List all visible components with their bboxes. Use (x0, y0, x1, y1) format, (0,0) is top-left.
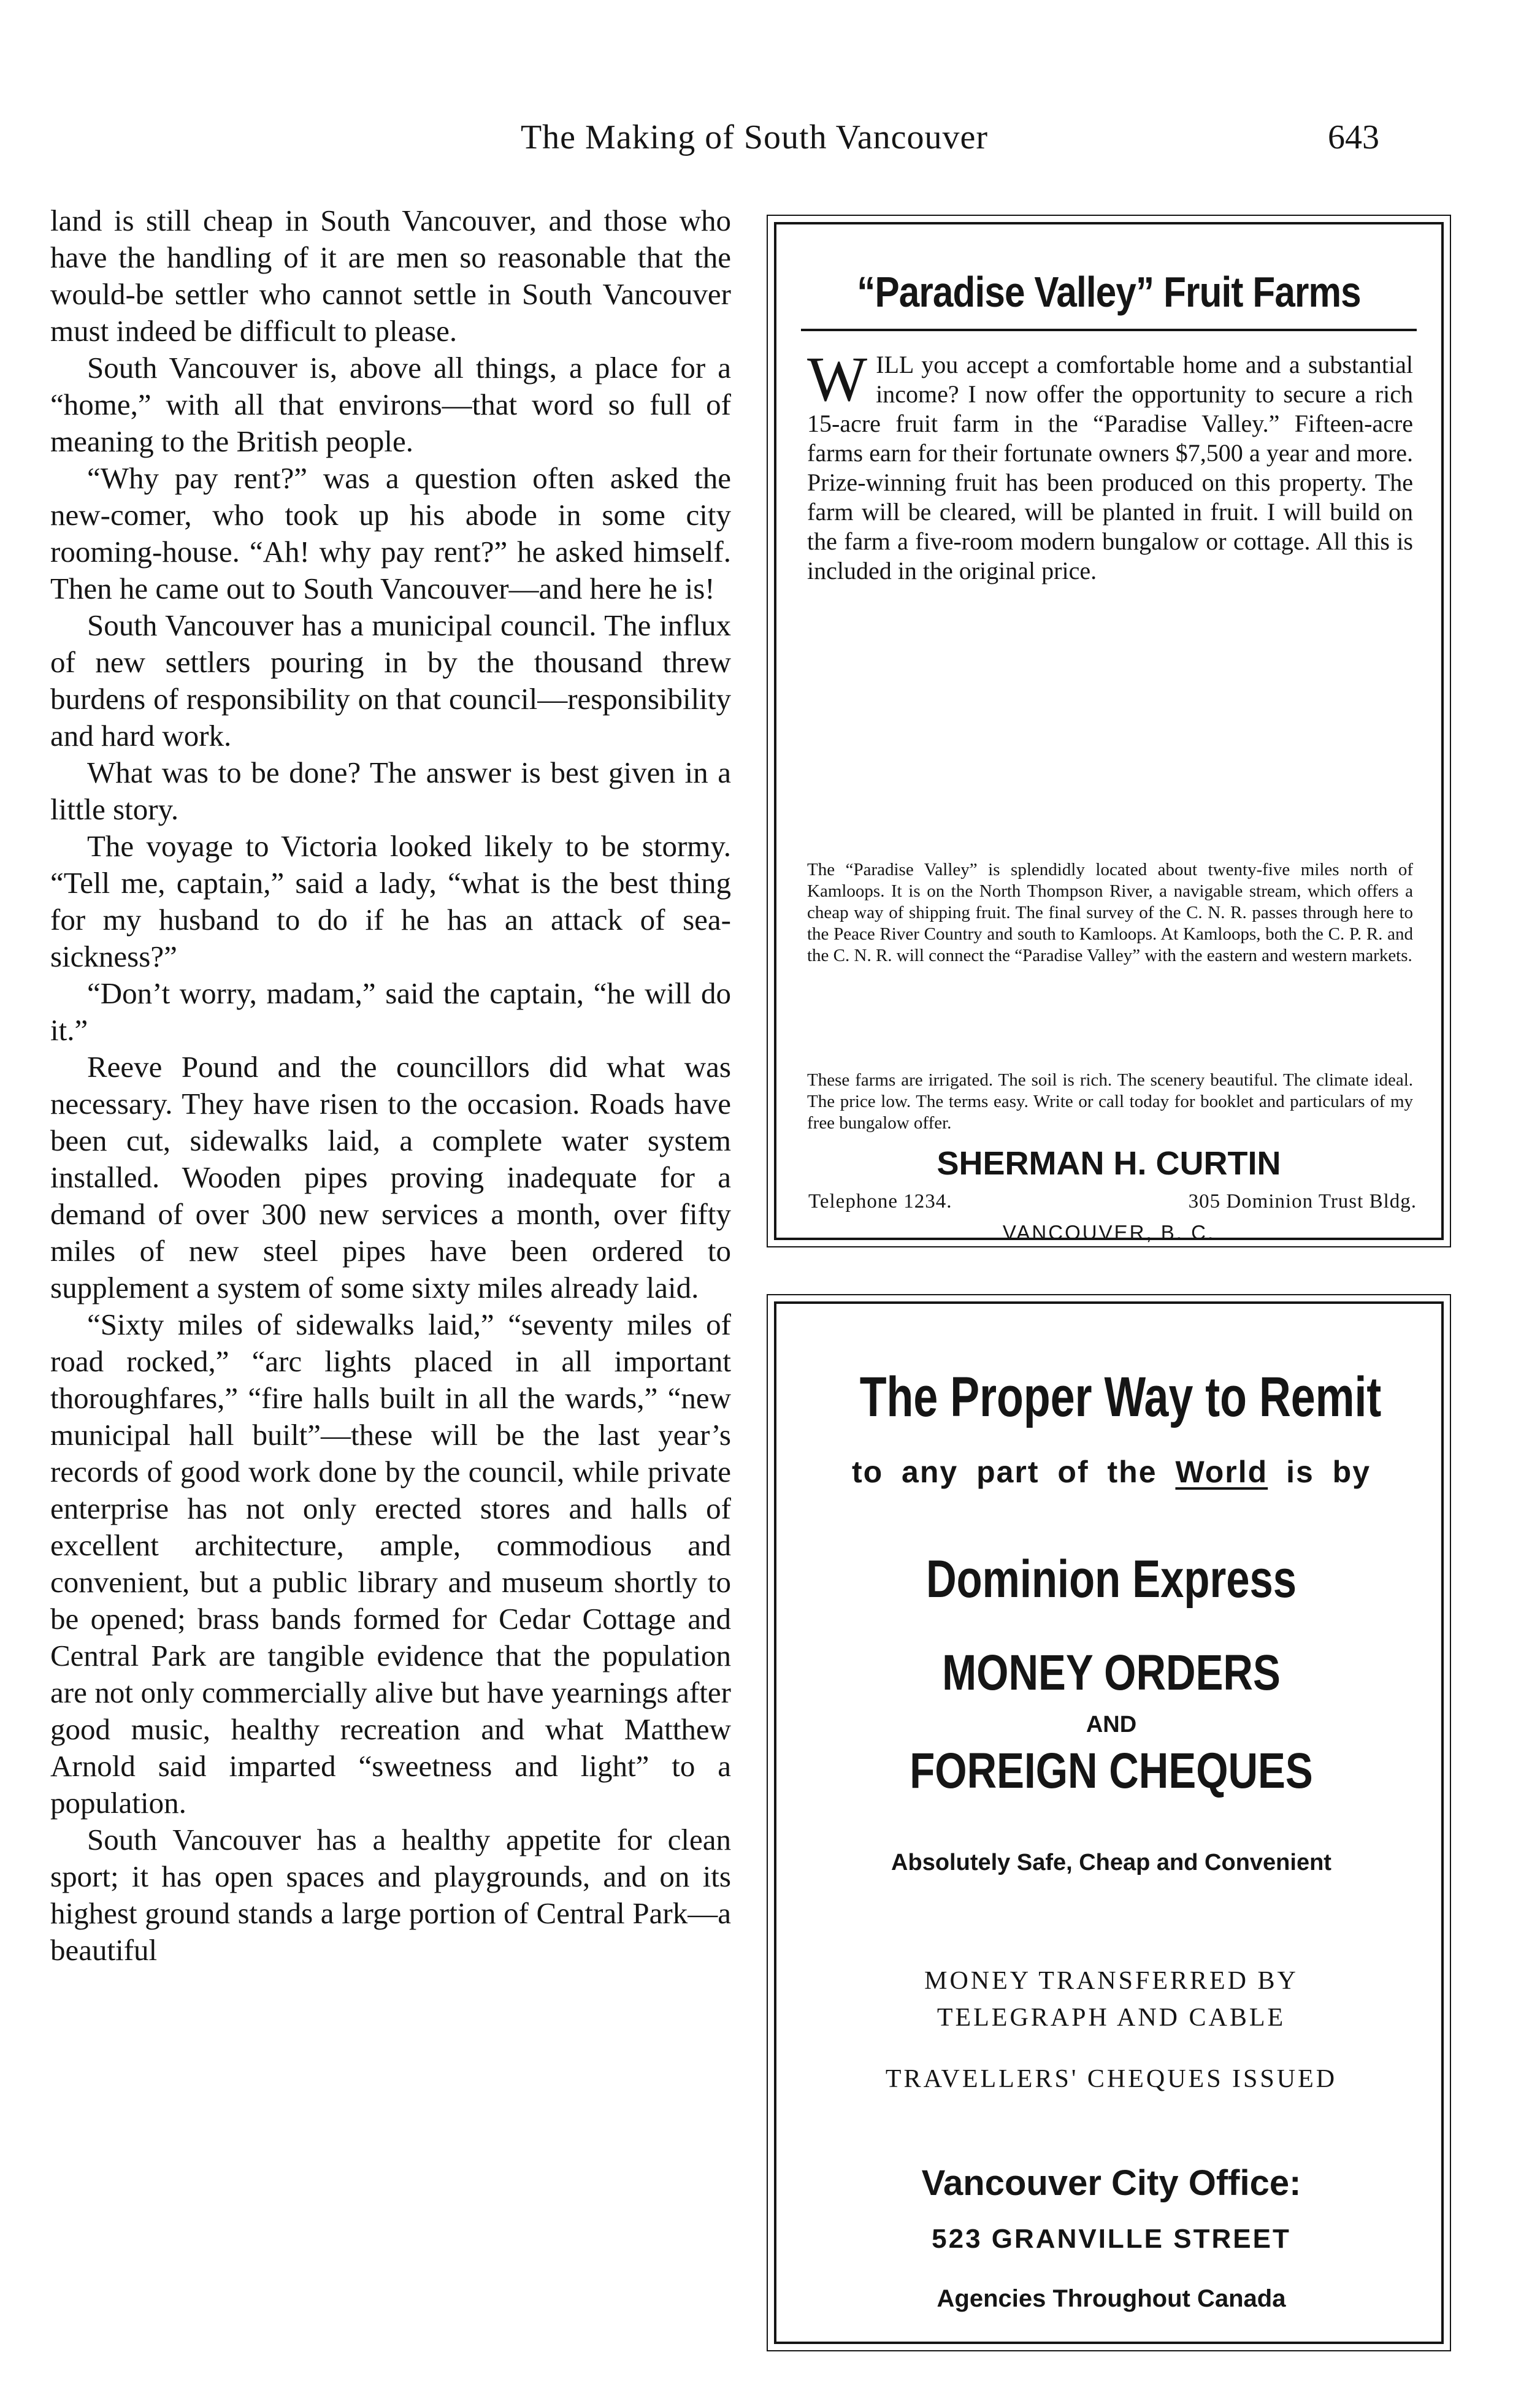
telephone: Telephone 1234. (808, 1190, 952, 1212)
ad-tagline: Absolutely Safe, Cheap and Convenient (891, 1850, 1331, 1875)
article-paragraph: What was to be done? The answer is best given in a little story. (50, 756, 731, 826)
running-title: The Making of South Vancouver (520, 118, 989, 156)
ad-body (807, 344, 1413, 586)
ad-subheadline (789, 1454, 1434, 1490)
title-rule (801, 329, 1417, 331)
article-paragraph: South Vancouver has a healthy appetite for clean sport; it has open spaces and playgrounds, and on its highest ground stands a large portion of Central Park—a beautiful (50, 1823, 731, 1967)
service-line: MONEY TRANSFERRED BY (924, 1967, 1298, 1995)
subheadline-end: is by (1286, 1455, 1371, 1489)
article-paragraph: “Don’t worry, madam,” said the captain, “he will do it.” (50, 976, 731, 1047)
ad-title: “Paradise Valley” Fruit Farms (857, 268, 1361, 316)
office-heading: Vancouver City Office: (921, 2163, 1301, 2203)
fruit-farms-advertisement (774, 222, 1444, 1244)
ad-headline: The Proper Way to Remit (859, 1366, 1382, 1428)
service-line: TRAVELLERS' CHEQUES ISSUED (885, 2065, 1338, 2093)
street-address: 305 Dominion Trust Bldg. (1188, 1190, 1417, 1212)
article-paragraph: “Sixty miles of sidewalks laid,” “seventy miles of road rocked,” “arc lights placed in all important thoroughfares,” “fire halls built in all the wards,” “new municipal hall built”—these will be the last year’s records of good work done by the council, while private enterprise has not only erected stores and halls of excellent architecture, ample, commodious and convenient, but a public library and museum shortly to be opened; brass bands formed for Cedar Cottage and Central Park are tangible evidence that the population are not only commercially alive but have yearnings after good music, healthy recreation and what Matthew Arnold said imparted “sweetness and light” to a population. (50, 1308, 731, 1820)
article-paragraph: land is still cheap in South Vancouver, and those who have the handling of it are men so reasonable that the would-be settler who cannot settle in South Vancouver must indeed be difficult to please. (50, 204, 731, 348)
subheadline-emphasis: World (1175, 1455, 1268, 1489)
ad-body-text: ILL you accept a comfortable home and a substantial income? I now offer the opportunity to secure a rich 15-acre fruit farm in the “Paradise Valley.” Fifteen-acre farms earn for their fortunate owners $7,500 a year and more. Prize-winning fruit has been produced on this property. The farm will be cleared, will be planted in fruit. I will build on the farm a five-room modern bungalow or cottage. All this is included in the original price. (807, 351, 1413, 584)
page-number: 643 (1328, 118, 1379, 156)
ad-fine-print-terms: These farms are irrigated. The soil is rich. The scenery beautiful. The climate ideal. The price low. The terms easy. Write or call today for booklet and particulars of my free bungalow offer. (807, 1070, 1413, 1133)
article-paragraph: South Vancouver has a municipal council. The influx of new settlers pouring in by the thousand threw burdens of responsibility on that council—responsibility and hard work. (50, 608, 731, 753)
company-name: Dominion Express (925, 1550, 1297, 1609)
service-line: TELEGRAPH AND CABLE (937, 2004, 1286, 2032)
page-header (0, 118, 1540, 167)
article-column (50, 202, 731, 2331)
article-paragraph: The voyage to Victoria looked likely to be stormy. “Tell me, captain,” said a lady, “what is the best thing for my husband to do if he has an attack of sea-sickness?” (50, 829, 731, 973)
drop-cap: W (807, 344, 868, 415)
article-paragraph: Reeve Pound and the councillors did what was necessary. They have risen to the occasion. Roads have been cut, sidewalks laid, a complete water system installed. Wooden pipes proving inadequate for a demand of over 300 new services a month, over fifty miles of new steel pipes have been ordered to supplement a system of some sixty miles already laid. (50, 1050, 731, 1304)
article-paragraph: “Why pay rent?” was a question often asked the new-comer, who took up his abode in some city rooming-house. “Ah! why pay rent?” he asked himself. Then he came out to South Vancouver—and here he is! (50, 461, 731, 605)
product-foreign-cheques: FOREIGN CHEQUES (910, 1743, 1313, 1799)
agencies-note: Agencies Throughout Canada (937, 2285, 1286, 2312)
conjunction: AND (1086, 1712, 1137, 1737)
office-address: 523 GRANVILLE STREET (932, 2224, 1291, 2254)
ad-fine-print-location: The “Paradise Valley” is splendidly located about twenty-five miles north of Kamloops. It is on the North Thompson River, a navigable stream, which offers a cheap way of shipping fruit. The final survey of the C. N. R. passes through here to the Peace River Country and south to Kamloops. At Kamloops, both the C. P. R. and the C. N. R. will connect the “Paradise Valley” with the eastern and western markets. (807, 860, 1413, 965)
city: VANCOUVER, B. C. (1002, 1221, 1216, 1244)
advertiser-name: SHERMAN H. CURTIN (937, 1145, 1281, 1182)
dominion-express-advertisement (774, 1301, 1444, 2344)
product-money-orders: MONEY ORDERS (942, 1645, 1281, 1701)
subheadline-start: to any part of the (851, 1455, 1157, 1489)
article-paragraph: South Vancouver is, above all things, a place for a “home,” with all that environs—that word so full of meaning to the British people. (50, 351, 731, 458)
